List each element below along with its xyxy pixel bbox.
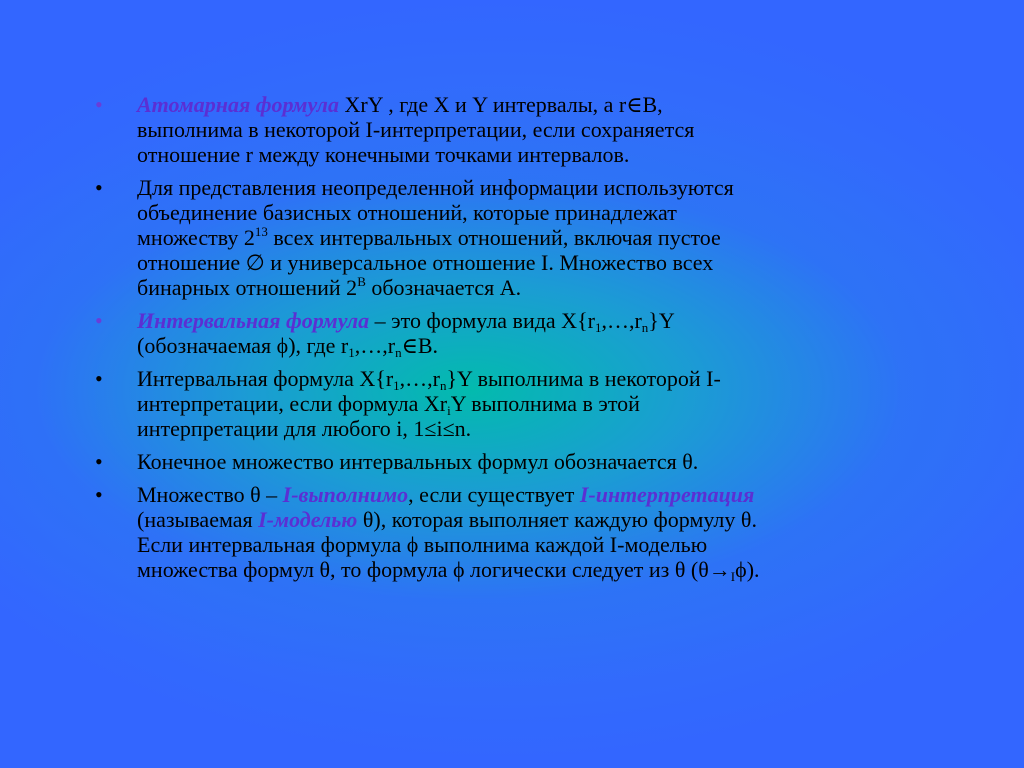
item-text: }Y [648,308,675,333]
bullet-marker: • [95,175,103,200]
item-text: множеству 2 [137,225,255,250]
item-text: отношение ∅ и универсальное отношение I. Множество всех [137,250,714,275]
item-text: ,…,r [601,308,642,333]
item-text: Интервальная формула X{r [137,366,394,391]
item-text: Для представления неопределенной информации используются [137,175,734,200]
item-text: Если интервальная формула ϕ выполнима каждой I-моделью [137,532,708,557]
list-item-interval-formula [90,308,970,358]
subscript: I [730,569,736,584]
item-text: ,…,r [399,366,440,391]
bullet-marker: • [95,482,103,507]
bullet-marker: • [95,92,103,117]
item-text: бинарных отношений 2 [137,275,358,300]
subscript: n [641,320,649,335]
item-text: интерпретации, если формула Xr [137,391,448,416]
superscript: 13 [254,224,268,239]
subscript: i [447,403,451,418]
item-text: объединение базисных отношений, которые принадлежат [137,200,677,225]
item-text: обозначается A. [365,275,522,300]
list-item-satisfiability [90,366,970,441]
item-text: множества формул θ, то формула ϕ логически следует из θ (θ→ [137,557,731,582]
subscript: n [395,345,402,360]
subscript: 1 [393,378,400,393]
item-text: θ), которая выполняет каждую формулу θ. [357,507,757,532]
item-text: ∈B. [401,333,439,358]
superscript: B [357,274,366,289]
item-text: интерпретации для любого i, 1≤i≤n. [137,416,472,441]
subscript: 1 [348,345,355,360]
slide-content [90,92,970,590]
item-text: Множество θ – [137,482,283,507]
item-text: отношение r между конечными точками интервалов. [137,142,630,167]
item-text: выполнима в некоторой I-интерпретации, если сохраняется [137,117,695,142]
list-item-theta-set [90,449,970,474]
item-text: }Y выполнима в некоторой I- [446,366,721,391]
term-i-model: I-моделью [258,507,358,532]
term-i-interpretation: I-интерпретация [579,482,755,507]
item-text: ϕ). [735,557,760,582]
subscript: 1 [594,320,602,335]
bullet-marker: • [95,308,103,333]
term-i-satisfiable: I-выполнимо [282,482,409,507]
item-text: (называемая [137,507,259,532]
item-text: всех интервальных отношений, включая пустое [267,225,721,250]
subscript: n [440,378,447,393]
item-text: XrY , где X и Y интервалы, а r∈B, [338,92,663,117]
term-interval-formula: Интервальная формула [137,308,370,333]
list-item-atomic-formula [90,92,970,167]
bullet-list [90,92,970,582]
term-atomic-formula: Атомарная формула [137,92,339,117]
list-item-uncertain-info [90,175,970,300]
item-text: , если существует [408,482,580,507]
list-item-i-model [90,482,970,582]
item-text: – это формула вида X{r [369,308,595,333]
item-text: (обозначаемая ϕ), где r [137,333,349,358]
item-text: Конечное множество интервальных формул обозначается θ. [137,449,699,474]
item-text: ,…,r [354,333,396,358]
bullet-marker: • [95,449,103,474]
item-text: Y выполнима в этой [450,391,640,416]
bullet-marker: • [95,366,103,391]
